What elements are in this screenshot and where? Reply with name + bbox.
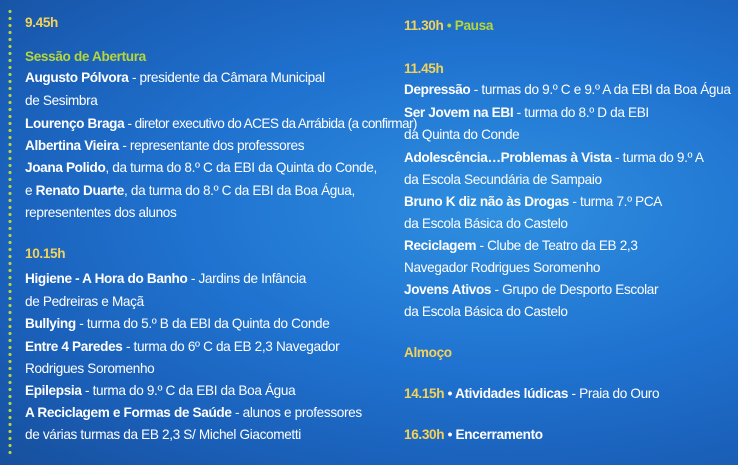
activity-line: 14.15h • Atividades lúdicas - Praia do Ouro <box>404 386 660 401</box>
program-line: Entre 4 Paredes - turma do 6º C da EB 2,3 Navegador <box>25 339 340 354</box>
program-line: de Sesimbra <box>25 93 98 108</box>
pause-line: 11.30h • Pausa <box>404 18 494 33</box>
program-line: Albertina Vieira - representante dos professores <box>25 138 305 153</box>
time-10-15: 10.15h <box>25 246 66 261</box>
program-line: Epilepsia - turma do 9.º C da EBI da Boa Água <box>25 383 296 398</box>
program-line: da Escola Básica do Castelo <box>404 216 568 231</box>
program-line: Rodrigues Soromenho <box>25 361 155 376</box>
program-line: de várias turmas da EB 2,3 S/ Michel Giacometti <box>25 427 301 442</box>
program-line: Higiene - A Hora do Banho - Jardins de Infância <box>25 271 306 286</box>
time-11-45: 11.45h <box>404 61 444 76</box>
program-line: Navegador Rodrigues Soromenho <box>404 260 601 275</box>
program-line: Reciclagem - Clube de Teatro da EB 2,3 <box>404 238 638 253</box>
opening-session-title: Sessão de Abertura <box>25 49 146 64</box>
program-line: da Escola Básica do Castelo <box>404 304 568 319</box>
program-line: Ser Jovem na EBI - turma do 8.º D da EBI <box>404 105 649 120</box>
lunch-label: Almoço <box>404 345 452 360</box>
program-line: Jovens Ativos - Grupo de Desporto Escolar <box>404 282 659 297</box>
program-line: Augusto Pólvora - presidente da Câmara Municipal <box>25 70 325 85</box>
program-line: de Pedreiras e Maçã <box>25 294 144 309</box>
program-line: Adolescência…Problemas à Vista - turma do 9.º A <box>404 150 704 165</box>
closing-line: 16.30h • Encerramento <box>404 427 543 442</box>
program-line: represententes dos alunos <box>25 205 177 220</box>
program-line: da Quinta do Conde <box>404 127 520 142</box>
program-line: Bruno K diz não às Drogas - turma 7.º PCA <box>404 194 663 209</box>
program-line: e Renato Duarte, da turma do 8.º C da EBI da Boa Água, <box>25 183 355 198</box>
dotted-divider <box>8 8 12 456</box>
program-line: da Escola Secundária de Sampaio <box>404 172 602 187</box>
program-line: Depressão - turmas do 9.º C e 9.º A da EBI da Boa Água <box>404 82 731 97</box>
program-line: A Reciclagem e Formas de Saúde - alunos e professores <box>25 405 362 420</box>
program-line: Joana Polido, da turma do 8.º C da EBI da Quinta do Conde, <box>25 160 377 175</box>
time-9-45: 9.45h <box>25 15 59 30</box>
program-line: Lourenço Braga - diretor executivo do ACES da Arrábida (a confirmar) <box>25 116 417 131</box>
program-line: Bullying - turma do 5.º B da EBI da Quinta do Conde <box>25 316 330 331</box>
